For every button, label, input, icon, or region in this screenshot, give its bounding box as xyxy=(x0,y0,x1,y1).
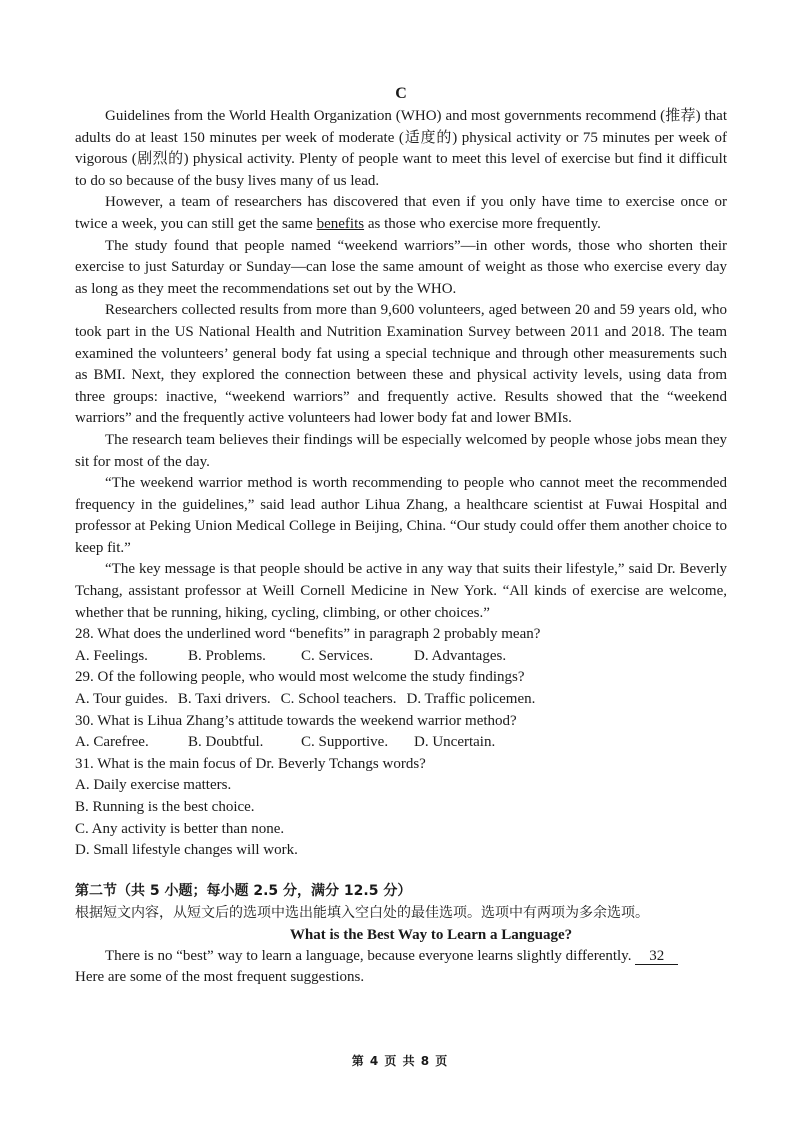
section-instruction: 根据短文内容，从短文后的选项中选出能填入空白处的最佳选项。选项中有两项为多余选项。 xyxy=(75,904,649,921)
option-c: C. Supportive. xyxy=(301,734,389,751)
option-a: A. Feelings. xyxy=(75,647,148,664)
option-a: A. Daily exercise matters. xyxy=(75,777,232,794)
passage-label: C xyxy=(395,85,407,102)
question-29: 29. Of the following people, who would most welcome the study findings? xyxy=(75,669,525,686)
paragraph-1: Guidelines from the World Health Organization (WHO) and most governments recommend (推荐) that adults do at least 150 minutes per week of moderate (适度的) physical activity or 75 minutes per week of vigorous (剧烈的) physical activity. Plenty of people want to meet this level of exercise but find it difficult to do so because of the busy lives many of us lead. xyxy=(75,108,727,189)
option-c: C. Services. xyxy=(301,647,374,664)
option-d: D. Uncertain. xyxy=(414,734,496,751)
paragraph-4: Researchers collected results from more than 9,600 volunteers, aged between 20 and 59 years old, who took part in the US National Health and Nutrition Examination Survey between 2011 and 2018. The team examined the volunteers’ general body fat using a special technique and through other measurements such as BMI. Next, they explored the connection between these and physical activity levels, using data from three groups: inactive, “weekend warriors” and frequently active. Results showed that the “weekend warriors” and the frequently active volunteers had lower body fat and lower BMIs. xyxy=(75,302,727,427)
question-29-options xyxy=(75,689,727,711)
paragraph-5: The research team believes their findings will be especially welcomed by people whose jobs mean they sit for most of the day. xyxy=(75,431,727,470)
underlined-word: benefits xyxy=(316,215,365,232)
exam-page xyxy=(75,84,727,989)
option-c: C. School teachers. xyxy=(280,691,397,708)
paragraph-2-start: However, a team of researchers has discovered that even if you only have time to exercise once or twice a week, you can still get the same xyxy=(75,194,727,232)
question-28-options xyxy=(75,646,727,668)
question-28: 28. What does the underlined word “benefits” in paragraph 2 probably mean? xyxy=(75,626,541,643)
blank-32: 32 xyxy=(635,948,678,965)
question-30: 30. What is Lihua Zhang’s attitude towards the weekend warrior method? xyxy=(75,712,517,729)
passage-title: What is the Best Way to Learn a Language? xyxy=(289,926,573,943)
option-c: C. Any activity is better than none. xyxy=(75,820,285,837)
page-footer: 第 4 页 共 8 页 xyxy=(351,1054,449,1068)
paragraph-2 xyxy=(75,192,727,235)
paragraph-2-end: as those who exercise more frequently. xyxy=(364,215,601,232)
section-heading: 第二节（共 5 小题；每小题 2.5 分，满分 12.5 分） xyxy=(75,882,412,899)
paragraph-3: The study found that people named “weekend warriors”—in other words, those who shorten their exercise to just Saturday or Sunday—can lose the same amount of weight as those who exercise every day as long as they meet the recommendations set out by the WHO. xyxy=(75,237,727,297)
paragraph-7: “The key message is that people should be active in any way that suits their lifestyle,” said Dr. Beverly Tchang, assistant professor at Weill Cornell Medicine in New York. “All kinds of exercise are welcome, whether that be running, hiking, cycling, climbing, or other choices.” xyxy=(75,561,727,621)
paragraph-6: “The weekend warrior method is worth recommending to people who cannot meet the recommended frequency in the guidelines,” said lead author Lihua Zhang, a healthcare scientist at Fuwai Hospital and professor at Peking Union Medical College in Beijing, China. “Our study could offer them another choice to keep fit.” xyxy=(75,475,727,556)
option-d: D. Traffic policemen. xyxy=(406,691,536,708)
section-paragraph xyxy=(75,946,727,968)
option-a: A. Carefree. xyxy=(75,734,149,751)
option-b: B. Problems. xyxy=(188,647,266,664)
section-paragraph-continued: Here are some of the most frequent suggestions. xyxy=(75,969,365,986)
option-b: B. Running is the best choice. xyxy=(75,799,255,815)
question-31: 31. What is the main focus of Dr. Beverly Tchangs words? xyxy=(75,755,426,772)
option-b: B. Doubtful. xyxy=(188,734,264,751)
option-b: B. Taxi drivers. xyxy=(177,691,271,708)
section-paragraph-text: There is no “best” way to learn a language, because everyone learns slightly differently. xyxy=(105,947,632,964)
option-d: D. Advantages. xyxy=(414,647,507,664)
question-30-options xyxy=(75,732,727,754)
option-a: A. Tour guides. xyxy=(75,691,168,708)
option-d: D. Small lifestyle changes will work. xyxy=(75,842,298,859)
